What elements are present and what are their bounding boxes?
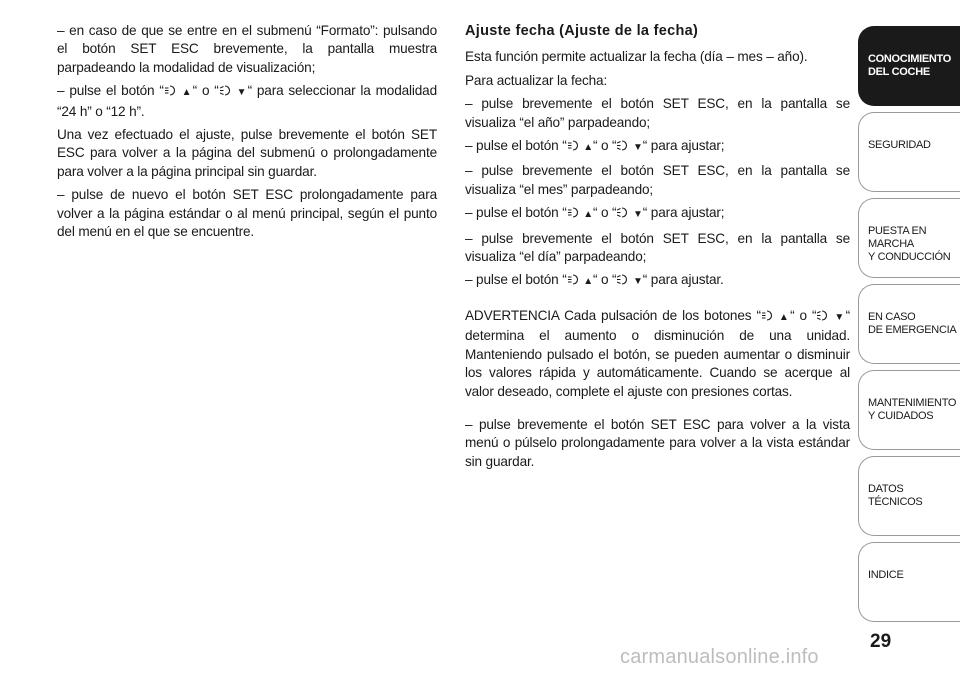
page-number: 29 xyxy=(870,631,892,652)
down-triangle-icon: ▼ xyxy=(633,142,643,154)
spacer xyxy=(465,297,850,307)
paragraph: – pulse de nuevo el botón SET ESC prolongadamente para volver a la página estándar o al menú principal, según el punto del menú en el que se encuentre. xyxy=(57,187,437,240)
right-column xyxy=(465,22,850,476)
dimmer-up-icon xyxy=(568,207,579,218)
section-heading: Ajuste fecha (Ajuste de la fecha) xyxy=(465,23,699,39)
text-fragment: – pulse el botón “ xyxy=(465,272,567,288)
tab-en-caso-de-emergencia[interactable]: EN CASO DE EMERGENCIA xyxy=(858,284,960,364)
dimmer-down-icon xyxy=(617,207,628,218)
paragraph: Para actualizar la fecha: xyxy=(465,72,608,88)
text-fragment: ADVERTENCIA Cada pulsación de los botones “ xyxy=(465,307,761,323)
text-fragment: – pulse el botón “ xyxy=(57,83,164,99)
left-column xyxy=(57,22,437,246)
paragraph: Una vez efectuado el ajuste, pulse brevemente el botón SET ESC para volver a la página del submenú o prolongadamente para volver a la página principal sin guardar. xyxy=(57,127,437,179)
paragraph: – en caso de que se entre en el submenú “Formato”: pulsando el botón SET ESC brevemente, la pantalla muestra parpadeando la modalidad de visualización; xyxy=(57,23,437,75)
paragraph xyxy=(465,204,850,224)
down-triangle-icon: ▼ xyxy=(633,209,643,221)
text-fragment: – pulse el botón “ xyxy=(465,205,567,221)
up-triangle-icon: ▲ xyxy=(181,87,193,99)
text-fragment: – pulse el botón “ xyxy=(465,138,567,154)
dimmer-up-icon xyxy=(762,310,773,321)
text-fragment: “ o “ xyxy=(592,205,617,221)
chapter-tabs xyxy=(858,26,960,628)
paragraph: – pulse brevemente el botón SET ESC, en la pantalla se visualiza “el mes” parpadeando; xyxy=(465,163,850,197)
text-fragment: “ o “ xyxy=(592,272,617,288)
dimmer-down-icon xyxy=(617,274,628,285)
paragraph xyxy=(57,82,437,121)
paragraph: Esta función permite actualizar la fecha (día – mes – año). xyxy=(465,49,808,65)
warning-paragraph xyxy=(465,307,850,401)
dimmer-up-icon xyxy=(165,85,176,96)
tab-puesta-en-marcha[interactable]: PUESTA EN MARCHA Y CONDUCCIÓN xyxy=(858,198,960,278)
tab-mantenimiento[interactable]: MANTENIMIENTO Y CUIDADOS xyxy=(858,370,960,450)
paragraph xyxy=(465,137,850,157)
text-fragment: “ o “ xyxy=(592,138,617,154)
paragraph: – pulse brevemente el botón SET ESC, en la pantalla se visualiza “el día” parpadeando; xyxy=(465,230,850,265)
dimmer-up-icon xyxy=(568,140,579,151)
text-fragment: “ determina el aumento o disminución de una unidad. Manteniendo pulsado el botón, se pueden aumentar o disminuir los valores rápida y automáticamente. Cuando se acerque al valor deseado, complete el ajuste con presiones cortas. xyxy=(465,307,850,399)
text-fragment: “ para ajustar; xyxy=(642,205,725,221)
tab-conocimiento-del-coche[interactable]: CONOCIMIENTO DEL COCHE xyxy=(858,26,960,106)
up-triangle-icon: ▲ xyxy=(583,276,593,288)
text-fragment: “ o “ xyxy=(790,307,817,323)
text-fragment: “ para ajustar. xyxy=(642,272,724,288)
tab-indice[interactable]: INDICE xyxy=(858,542,960,622)
dimmer-down-icon xyxy=(817,310,828,321)
text-fragment: “ para ajustar; xyxy=(642,138,725,154)
paragraph: – pulse brevemente el botón SET ESC, en la pantalla se visualiza “el año” parpadeando; xyxy=(465,96,850,130)
tab-datos-tecnicos[interactable]: DATOS TÉCNICOS xyxy=(858,456,960,536)
up-triangle-icon: ▲ xyxy=(778,311,791,323)
down-triangle-icon: ▼ xyxy=(236,87,248,99)
paragraph: – pulse brevemente el botón SET ESC para volver a la vista menú o púlselo prolongadamente para volver a la vista estándar sin guardar. xyxy=(465,416,850,469)
up-triangle-icon: ▲ xyxy=(583,142,593,154)
text-fragment: “ para seleccionar la modalidad “24 h” o “12 h”. xyxy=(57,83,437,119)
tab-seguridad[interactable]: SEGURIDAD xyxy=(858,112,960,192)
down-triangle-icon: ▼ xyxy=(633,276,643,288)
down-triangle-icon: ▼ xyxy=(834,311,846,323)
up-triangle-icon: ▲ xyxy=(583,209,593,221)
spacer xyxy=(465,406,850,416)
paragraph xyxy=(465,271,850,291)
text-fragment: “ o “ xyxy=(192,83,219,99)
watermark: carmanualsonline.info xyxy=(620,646,819,668)
dimmer-down-icon xyxy=(617,140,628,151)
dimmer-up-icon xyxy=(568,274,579,285)
dimmer-down-icon xyxy=(220,85,231,96)
